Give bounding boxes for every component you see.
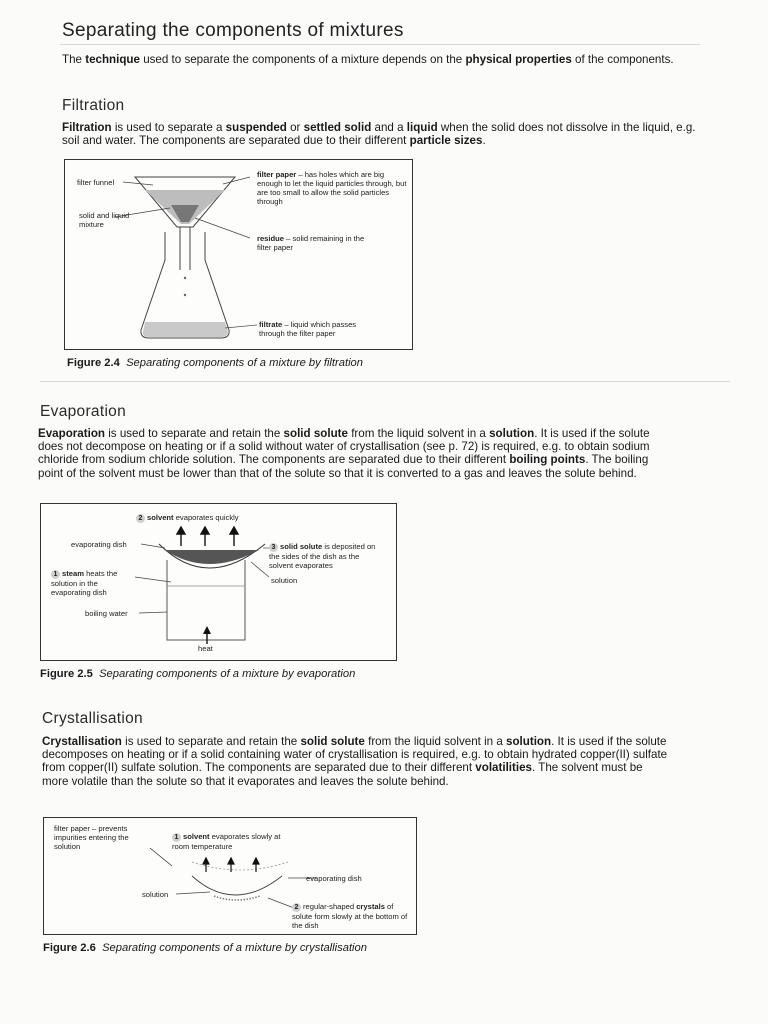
label-solvent-evaporates: 2 solvent evaporates quickly	[136, 513, 239, 523]
filtrate-liquid	[143, 322, 228, 337]
figure-2-6-caption: Figure 2.6 Separating components of a mixture by crystallisation	[43, 942, 367, 954]
leader-filtrate	[225, 325, 257, 328]
label-heat: heat	[198, 644, 213, 653]
label-evaporating-dish: evaporating dish	[71, 540, 127, 549]
crystallisation-heading: Crystallisation	[42, 710, 143, 727]
label-solid-liquid-mixture: solid and liquid mixture	[79, 211, 130, 229]
label-crystals: 2 regular-shaped crystals of solute form slowly at the bottom of the dish	[292, 902, 408, 930]
leader-residue	[195, 218, 250, 238]
label-residue: residue – solid remaining in the filter paper	[257, 234, 365, 252]
label-evaporating-dish: evaporating dish	[306, 874, 362, 883]
label-boiling-water: boiling water	[85, 609, 128, 618]
figure-2-4-caption: Figure 2.4 Separating components of a mixture by filtration	[67, 357, 364, 369]
heat-arrow	[203, 626, 211, 634]
label-solid-solute: 3 solid solute is deposited on the sides of the dish as the solvent evaporates	[269, 542, 376, 570]
evaporation-figure	[40, 503, 397, 661]
intro-paragraph: The technique used to separate the components of a mixture depends on the physical properties of the components.	[62, 53, 674, 66]
label-solution: solution	[142, 890, 169, 899]
label-solvent-evaporates-slowly: 1 solvent evaporates slowly at room temperature	[172, 832, 281, 851]
crystallisation-paragraph: Crystallisation is used to separate and retain the solid solute from the liquid solvent in a solution. It is used if the solute decomposes on heating or if a solid containing water of crystallisation is required, e.g. to obtain hydrated copper(II) sulfate from copper(II) sulfate solution. The components are separated due to their different volatilities. The solvent must be more volatile than the solute so that it evaporates and leaves the solute behind.	[42, 735, 668, 788]
evaporation-heading: Evaporation	[40, 403, 127, 420]
section-divider	[40, 381, 730, 382]
label-solution: solution	[271, 576, 298, 585]
filtration-paragraph: Filtration is used to separate a suspended or settled solid and a liquid when the solid does not dissolve in the liquid, e.g. soil and water. The components are separated due to their different particle sizes.	[62, 121, 696, 148]
label-filter-funnel: filter funnel	[77, 178, 115, 187]
leader-filter-funnel	[123, 182, 153, 185]
label-steam-heats: 1 steam heats the solution in the evaporating dish	[51, 569, 118, 597]
filtration-figure	[64, 159, 413, 350]
crystallisation-figure	[43, 817, 417, 935]
label-filter-paper: filter paper – has holes which are big enough to let the liquid particles through, but are too small to allow the solid particles through	[257, 170, 407, 206]
label-filter-paper: filter paper – prevents impurities entering the solution	[54, 824, 129, 851]
leader-filter-paper	[223, 177, 250, 184]
drop	[184, 277, 186, 279]
figure-2-5-caption: Figure 2.5 Separating components of a mixture by evaporation	[40, 668, 356, 680]
crystals	[214, 896, 260, 900]
title-rule	[60, 44, 700, 45]
evaporation-paragraph: Evaporation is used to separate and retain the solid solute from the liquid solvent in a solution. It is used if the solute does not decompose on heating or if a solid without water of crystallisation (see p. 72) is required, e.g. to obtain sodium chloride from sodium chloride solution. The components are separated due to their different boiling points. The boiling point of the solvent must be lower than that of the solute so that it is converted to a gas and leaves the solute behind.	[38, 427, 650, 480]
label-filtrate: filtrate – liquid which passes through the filter paper	[259, 320, 357, 338]
filtration-heading: Filtration	[62, 97, 125, 114]
page-title: Separating the components of mixtures	[62, 20, 404, 41]
drop	[184, 294, 186, 296]
